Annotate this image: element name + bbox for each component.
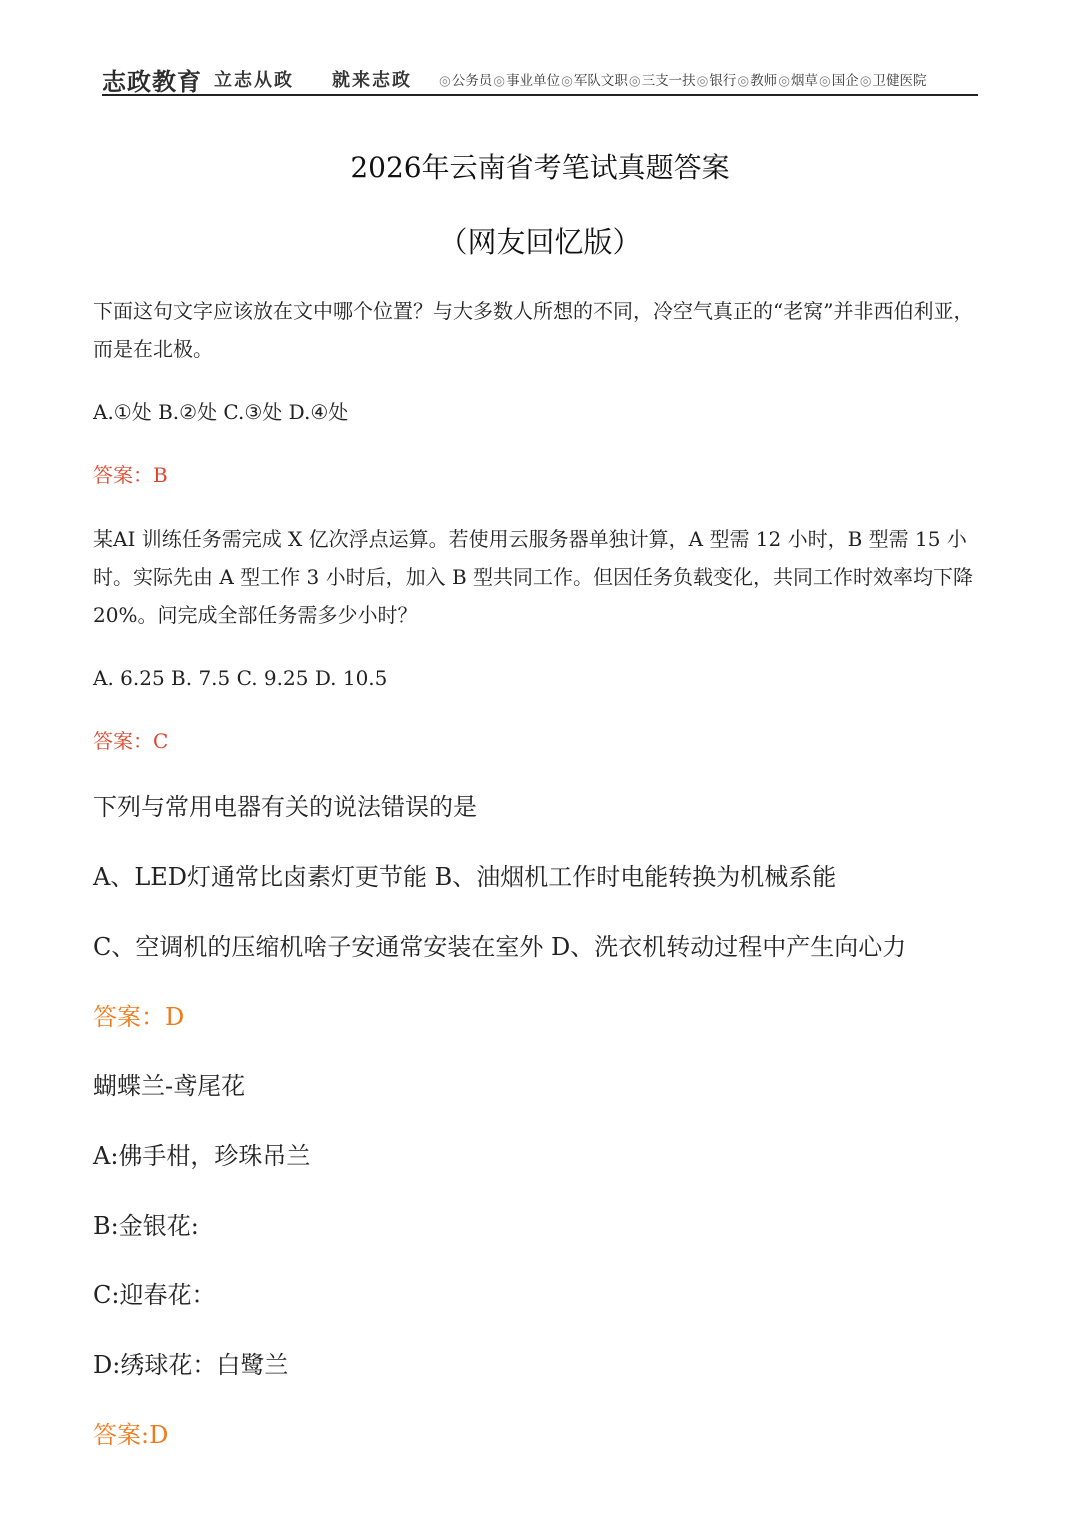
category-item: 烟草: [790, 73, 818, 89]
category-item: 教师: [750, 73, 778, 89]
question-4-stem: 蝴蝶兰-鸢尾花: [93, 1072, 246, 1100]
category-item: 三支一扶: [641, 73, 696, 89]
category-item: 卫健医院: [872, 73, 927, 89]
question-3-options-line-2: C、空调机的压缩机啥子安通常安装在室外 D、洗衣机转动过程中产生向心力: [93, 933, 907, 961]
question-1-options: A.①处 B.②处 C.③处 D.④处: [93, 400, 349, 424]
question-1-answer: 答案：B: [93, 463, 168, 487]
question-2-options: A. 6.25 B. 7.5 C. 9.25 D. 10.5: [93, 666, 388, 690]
question-2-answer: 答案：C: [93, 729, 169, 753]
slogan-2: 就来志政: [332, 70, 412, 91]
question-4-option-c: C:迎春花：: [93, 1281, 216, 1309]
question-4-option-b: B:金银花:: [93, 1212, 199, 1240]
page-subtitle: （网友回忆版）: [438, 225, 642, 259]
question-4-answer: 答案:D: [93, 1421, 169, 1449]
question-3-stem: 下列与常用电器有关的说法错误的是: [93, 793, 477, 821]
question-2-stem: 某AI 训练任务需完成 X 亿次浮点运算。若使用云服务器单独计算，A 型需 12 小时，B 型需 15 小时。实际先由 A 型工作 3 小时后，加入 B 型共同工作。但因任务负载变化，共同工作时效率均下降 20%。问完成全部任务需多少小时？: [93, 527, 974, 627]
page-header: [102, 60, 978, 96]
slogan-1: 立志从政: [214, 70, 294, 91]
category-item: 事业单位: [506, 73, 561, 89]
category-list: ◎公务员◎事业单位◎军队文职◎三支一扶◎银行◎教师◎烟草◎国企◎卫健医院: [439, 73, 927, 89]
question-3-options-line-1: A、LED灯通常比卤素灯更节能 B、油烟机工作时电能转换为机械系能: [93, 863, 837, 891]
question-3-answer: 答案：D: [93, 1003, 185, 1031]
category-item: 军队文职: [573, 73, 628, 89]
category-item: 公务员: [451, 73, 493, 89]
page-title: 2026年云南省考笔试真题答案: [350, 151, 730, 184]
category-item: 国企: [831, 73, 859, 89]
question-4-option-d: D:绣球花：白鹭兰: [93, 1351, 289, 1379]
category-item: 银行: [709, 73, 737, 89]
question-4-option-a: A:佛手柑，珍珠吊兰: [93, 1142, 311, 1170]
brand-logo: 志政教育: [102, 68, 202, 96]
question-1-stem: 下面这句文字应该放在文中哪个位置？与大多数人所想的不同，冷空气真正的“老窝”并非西伯利亚，而是在北极。: [93, 299, 974, 361]
